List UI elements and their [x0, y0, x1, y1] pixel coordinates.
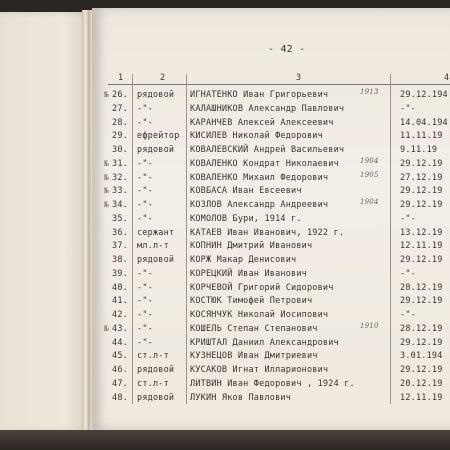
row-number: 29.: [112, 131, 128, 142]
row-name: КОПНИН Дмитрий Иванович: [190, 241, 313, 252]
column-divider: [132, 74, 133, 404]
row-number: 42.: [112, 310, 128, 320]
row-handwritten-note: 1904: [360, 198, 379, 206]
row-rank: ефрейтор: [137, 131, 180, 142]
row-rank: -"-: [137, 158, 153, 169]
row-date: 9.11.19: [400, 145, 438, 155]
row-name: КОСЯНЧУК Николай Иосипович: [190, 310, 329, 320]
row-number: 26.: [112, 90, 128, 100]
row-date: 20.12.19: [400, 378, 443, 389]
row-date: 29.12.19: [400, 296, 443, 307]
row-number: 35.: [112, 213, 128, 224]
row-rank: рядовой: [137, 145, 175, 155]
row-handwritten-note: 1910: [360, 321, 379, 330]
row-name: КАРАНЧЕВ Алексей Алексеевич: [190, 117, 334, 128]
row-name: ЛУКИН Яков Павлович: [190, 392, 292, 403]
row-rank: -"-: [137, 200, 153, 210]
row-mark: №: [104, 90, 110, 99]
row-number: 45.: [112, 351, 128, 362]
row-number: 44.: [112, 337, 128, 348]
row-date: 29.12.19: [400, 337, 443, 348]
row-number: 34.: [112, 200, 128, 210]
column-header-rank: 2: [160, 73, 166, 83]
row-name: КОВАЛЕНКО Кондрат Николаевич: [190, 158, 339, 169]
row-name: КОРЧЕВОЙ Григорий Сидорович: [190, 282, 334, 293]
row-name: КОРЕЦКИЙ Иван Иванович: [190, 268, 307, 279]
row-rank: -"-: [137, 296, 153, 307]
row-number: 28.: [112, 117, 128, 128]
row-number: 30.: [112, 145, 128, 155]
row-name: КОРЖ Макар Денисович: [190, 255, 297, 265]
row-date: 3.01.194: [400, 351, 443, 362]
row-mark: №: [104, 200, 110, 209]
row-handwritten-note: 1904: [360, 156, 379, 165]
row-mark: №: [104, 186, 110, 196]
row-name: КОЗЛОВ Александр Андреевич: [190, 200, 329, 210]
row-number: 43.: [112, 323, 128, 334]
row-number: 47.: [112, 378, 128, 389]
row-number: 48.: [112, 392, 128, 403]
row-date: 29.12.19: [400, 255, 443, 265]
column-header-date: 4: [444, 73, 450, 83]
book-edge: [0, 430, 450, 450]
header-rule: [108, 84, 450, 85]
row-rank: -"-: [137, 117, 153, 128]
row-number: 27.: [112, 103, 128, 114]
row-number: 37.: [112, 241, 128, 252]
row-rank: -"-: [137, 282, 153, 293]
row-mark: №: [104, 323, 110, 333]
row-rank: рядовой: [137, 365, 175, 375]
column-header-name: 3: [296, 73, 302, 83]
row-number: 36.: [112, 227, 128, 238]
row-name: КУЗНЕЦОВ Иван Дмитриевич: [190, 351, 318, 362]
row-name: КОВАЛЕВСКИЙ Андрей Васильевич: [190, 145, 345, 155]
row-rank: -"-: [137, 268, 153, 279]
row-date: 12.11.19: [400, 241, 443, 252]
row-rank: рядовой: [137, 255, 175, 265]
row-name: КОСТЮК Тимофей Петрович: [190, 296, 313, 307]
row-mark: №: [104, 172, 110, 182]
row-date: 29.12.194: [400, 90, 448, 100]
row-date: 29.12.19: [400, 365, 443, 375]
row-rank: сержант: [137, 227, 175, 238]
row-date: 14.04.194: [400, 117, 448, 128]
row-rank: -"-: [137, 186, 153, 197]
row-name: КРИШТАЛ Даниил Александрович: [190, 337, 339, 348]
row-date: 29.12.19: [400, 186, 443, 197]
column-header-number: 1: [118, 73, 124, 83]
row-number: 33.: [112, 186, 128, 197]
row-mark: №: [104, 158, 110, 168]
row-name: ЛИТВИН Иван Федорович , 1924 г.: [190, 378, 355, 389]
row-rank: мл.л-т: [137, 241, 169, 252]
row-date: 13.12.19: [400, 227, 443, 238]
row-number: 39.: [112, 268, 128, 279]
row-rank: ст.л-т: [137, 351, 169, 362]
row-name: КОМОЛОВ Бури, 1914 г.: [190, 213, 302, 224]
row-rank: ст.л-т: [137, 378, 169, 389]
row-date: -"-: [400, 213, 416, 224]
row-rank: -"-: [137, 213, 153, 224]
row-rank: -"-: [137, 323, 153, 334]
row-date: 12.11.19: [400, 392, 443, 403]
row-name: КАТАЕВ Иван Иванович, 1922 г.: [190, 227, 345, 238]
row-date: -"-: [400, 268, 416, 279]
row-number: 31.: [112, 158, 128, 169]
column-divider: [390, 74, 391, 404]
row-handwritten-note: 1905: [360, 170, 379, 179]
row-name: КИСИЛЕВ Николай Федорович: [190, 131, 323, 142]
row-name: КОВАЛЕНКО Михаил Федорович: [190, 172, 329, 183]
row-date: -"-: [400, 310, 416, 320]
row-date: 28.12.19: [400, 323, 443, 334]
row-number: 40.: [112, 282, 128, 293]
row-number: 41.: [112, 296, 128, 307]
left-page: [0, 12, 94, 432]
row-date: 28.12.19: [400, 282, 443, 293]
row-date: 27.12.19: [400, 172, 443, 183]
row-rank: -"-: [137, 310, 153, 320]
row-number: 38.: [112, 255, 128, 265]
row-name: КОШЕЛЬ Степан Степанович: [190, 323, 318, 334]
row-rank: рядовой: [137, 90, 175, 100]
page-number: - 42 -: [268, 44, 306, 55]
row-date: 29.12.19: [400, 200, 443, 210]
row-rank: -"-: [137, 172, 153, 183]
row-rank: -"-: [137, 337, 153, 348]
row-rank: рядовой: [137, 392, 175, 403]
row-number: 32.: [112, 172, 128, 183]
row-date: -"-: [400, 103, 416, 114]
row-name: КАЛАШНИКОВ Александр Павлович: [190, 103, 345, 114]
column-divider: [186, 74, 187, 404]
row-handwritten-note: 1913: [360, 88, 379, 96]
row-name: КОВБАСА Иван Евсеевич: [190, 186, 302, 197]
row-number: 46.: [112, 365, 128, 375]
row-name: ИГНАТЕНКО Иван Григорьевич: [190, 90, 329, 100]
row-name: КУСАКОВ Игнат Илларионович: [190, 365, 329, 375]
row-date: 29.12.19: [400, 158, 443, 169]
row-rank: -"-: [137, 103, 153, 114]
row-date: 11.11.19: [400, 131, 443, 142]
